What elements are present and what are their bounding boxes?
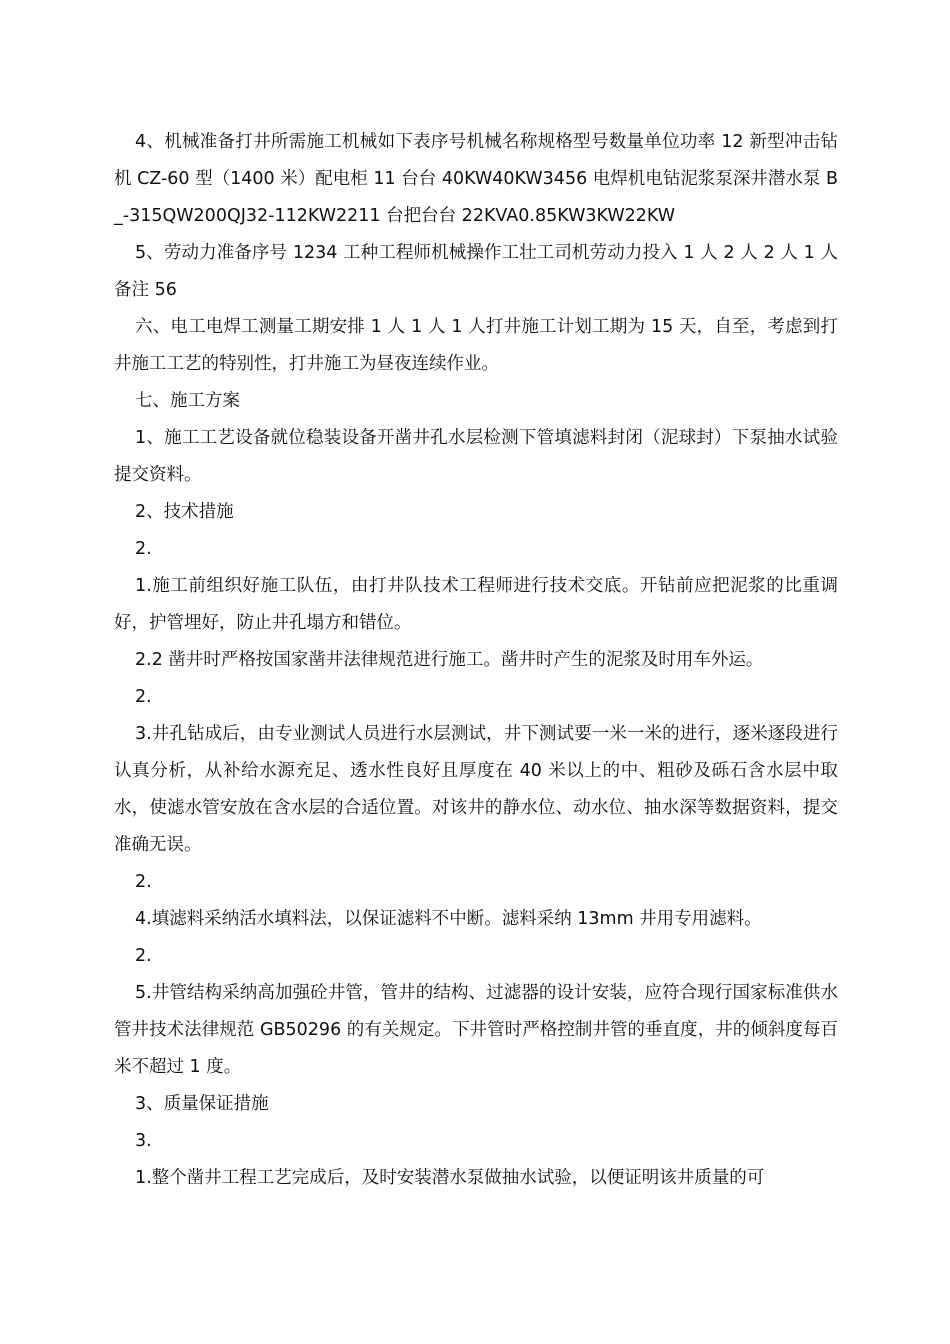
paragraph-preparation: 1.施工前组织好施工队伍，由打井队技术工程师进行技术交底。开钻前应把泥浆的比重调好，护管埋好，防止井孔塌方和错位。 [114,576,838,633]
paragraph-number: 2. [135,946,152,966]
paragraph-schedule: 六、电工电焊工测量工期安排 1 人 1 人 1 人打井施工计划工期为 15 天，自至，考虑到打井施工工艺的特别性，打井施工为昼夜连续作业。 [114,317,838,374]
heading-technical-measures: 2、技术措施 [135,502,234,522]
paragraph-drilling: 2.2 凿井时严格按国家凿井法律规范进行施工。凿井时产生的泥浆及时用车外运。 [135,650,764,670]
heading-quality-assurance: 3、质量保证措施 [135,1094,269,1114]
paragraph-machinery-preparation: 4、机械准备打井所需施工机械如下表序号机械名称规格型号数量单位功率 12 新型冲击钻机 CZ-60 型（1400 米）配电柜 11 台台 40KW40KW3456 电焊机电钻泥浆泵深井潜水泵 B_-315QW200QJ32-112KW2211 台把台台 22KVA0.85KW3KW22KW [114,132,838,226]
paragraph-filter-material: 4.填滤料采纳活水填料法，以保证滤料不中断。滤料采纳 13mm 井用专用滤料。 [135,909,762,929]
paragraph-well-pipe: 5.井管结构采纳高加强砼井管，管井的结构、过滤器的设计安装，应符合现行国家标准供水管井技术法律规范 GB50296 的有关规定。下井管时严格控制井管的垂直度，井的倾斜度每百米不超过 1 度。 [114,983,838,1077]
paragraph-process: 1、施工工艺设备就位稳装设备开凿井孔水层检测下管填滤料封闭（泥球封）下泵抽水试验提交资料。 [114,428,838,485]
heading-construction-plan: 七、施工方案 [135,391,240,411]
paragraph-water-layer-test: 3.井孔钻成后，由专业测试人员进行水层测试，井下测试要一米一米的进行，逐米逐段进行认真分析，从补给水源充足、透水性良好且厚度在 40 米以上的中、粗砂及砾石含水层中取水，使滤水管安放在含水层的合适位置。对该井的静水位、动水位、抽水深等数据资料，提交准确无误。 [114,724,838,855]
paragraph-number: 2. [135,687,152,707]
paragraph-pump-test: 1.整个凿井工程工艺完成后，及时安装潜水泵做抽水试验，以便证明该井质量的可 [135,1168,765,1188]
paragraph-number: 2. [135,539,152,559]
document-body [114,124,838,1197]
paragraph-labor-preparation: 5、劳动力准备序号 1234 工种工程师机械操作工壮工司机劳动力投入 1 人 2 人 2 人 1 人备注 56 [114,243,838,300]
paragraph-number: 3. [135,1131,152,1151]
paragraph-number: 2. [135,872,152,892]
